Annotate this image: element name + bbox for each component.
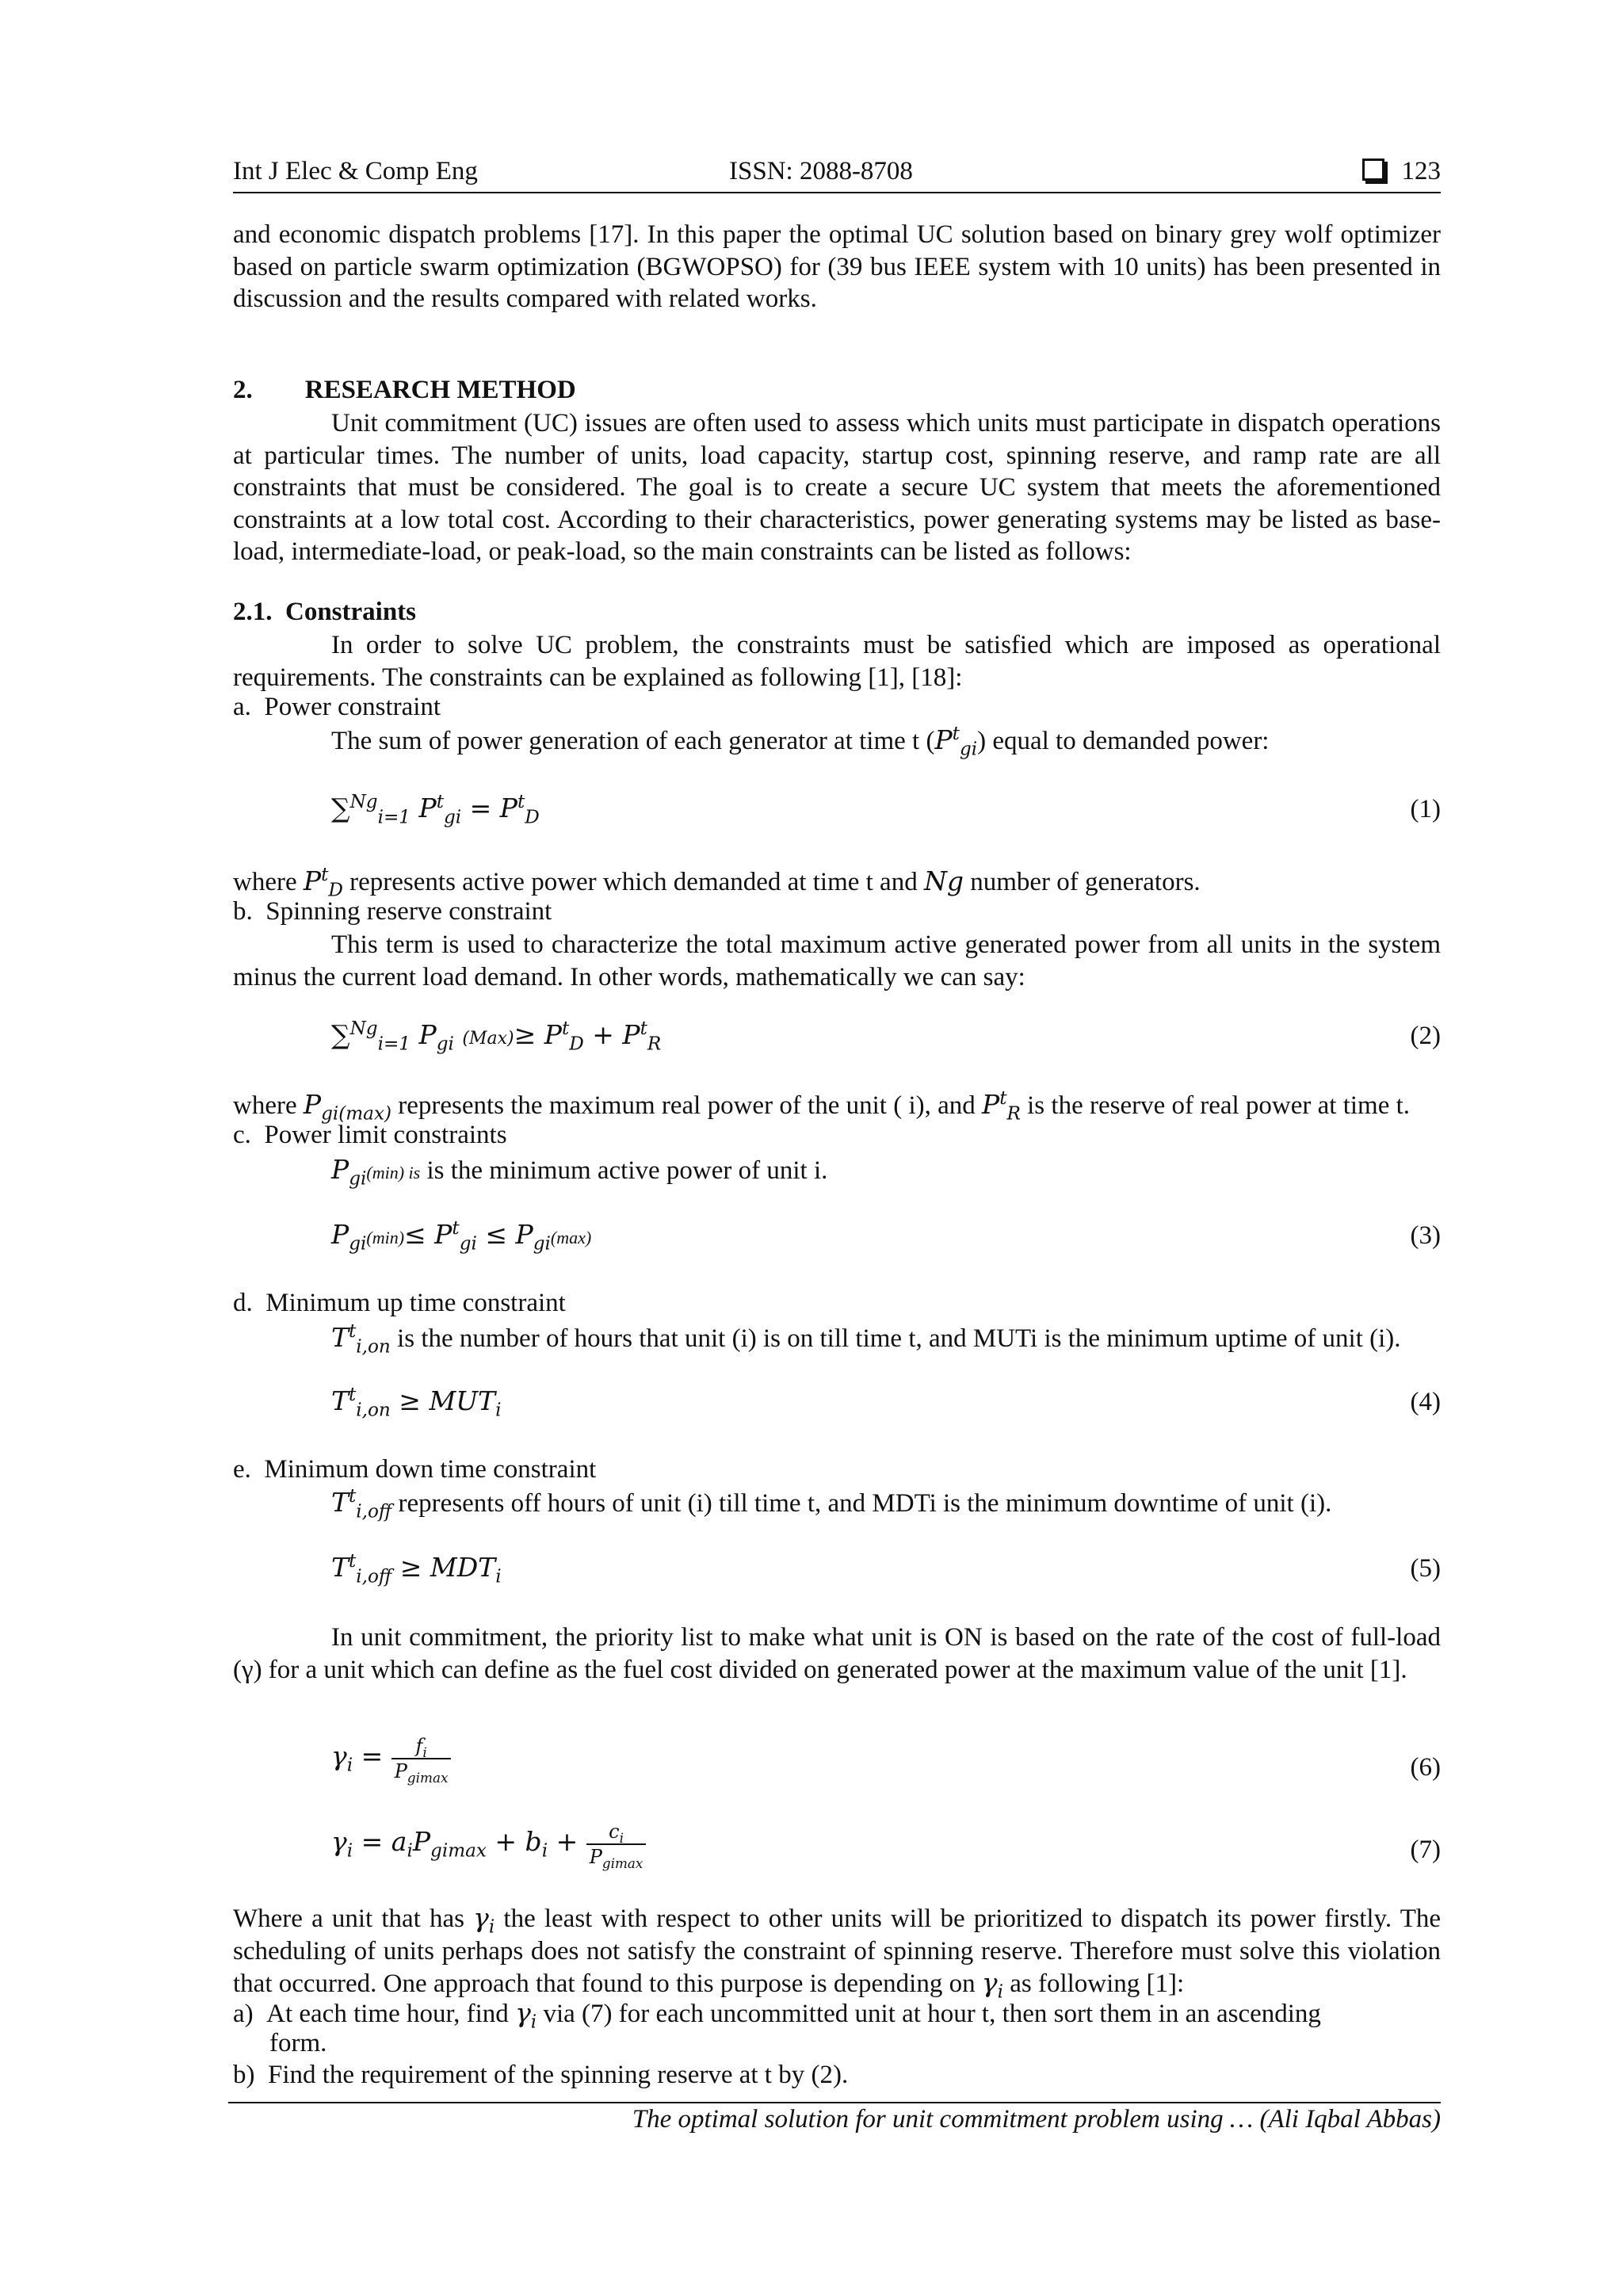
priority-paragraph: In unit commitment, the priority list to make what unit is ON is based on the rate of the cost of full-load (γ) for a unit which can define as the fuel cost divided on generated power at the maximum value of the unit [1]. [233,1623,1441,1684]
equation-6: $\gamma_i$ = $\frac{f_i}{P_{gimax}}$ [331,1734,451,1783]
section-2-1-heading: 2.1. Constraints [233,598,417,626]
item-a-text: The sum of power generation of each generator at time t $(P^t_{gi})$ equal to demanded power: [331,724,1270,760]
equation-3-number: (3) [1410,1221,1441,1250]
item-d-label: d. Minimum up time constraint [233,1289,566,1317]
equation-1-number: (1) [1410,795,1441,823]
item-d-text: $T^t_{i,on}$ is the number of hours that unit (i) is on till time t, and MUTi is the minimum uptime of unit (i). [331,1321,1401,1358]
equation-3: $P_{gi}(\min)\le P^t_{gi} \le P_{gi}(\max)$ [331,1218,592,1255]
issn: ISSN: 2088-8708 [729,157,913,185]
equation-4-number: (4) [1410,1388,1441,1416]
intro-paragraph: and economic dispatch problems [17]. In this paper the optimal UC solution based on binary grey wolf optimizer based on particle swarm optimization (BGWOPSO) for (39 bus IEEE system with 10 units) has been presented in discussion and the results compared with related works. [233,220,1441,313]
section-2-1-paragraph: In order to solve UC problem, the constraints must be satisfied which are imposed as operational requirements. The constraints can be explained as following [1], [18]: [233,631,1441,692]
equation-6-number: (6) [1410,1753,1441,1782]
running-header [233,155,1441,193]
equation-1: ∑$^{Ng}_{i=1}$ $P^t_{gi} = P^t_D$ [331,792,540,828]
footer-rule [228,2102,1441,2103]
equation-5-number: (5) [1410,1554,1441,1583]
item-b-text: This term is used to characterize the total maximum active generated power from all units in the system minus the current load demand. In other words, mathematically we can say: [233,930,1441,991]
item-c-label: c. Power limit constraints [233,1121,507,1149]
running-footer: The optimal solution for unit commitment problem using … (Ali Iqbal Abbas) [632,2105,1441,2134]
step-a-continued: form. [269,2029,327,2057]
equation-5: $T^t_{i,off} \ge MDT_i$ [331,1551,502,1587]
journal-name: Int J Elec & Comp Eng [233,157,478,185]
item-c-text: $P_{gi}(\min)$ is is the minimum active power of unit i. [331,1154,828,1190]
section-2-heading: 2. RESEARCH METHOD [233,376,576,404]
priority-explanation-paragraph: Where a unit that has $\gamma_i$ the least with respect to other units will be prioritized to dispatch its power firstly. The scheduling of units perhaps does not satisfy the constraint of spinning reserve. Therefore must solve this violation that occurred. One approach that found to this purpose is depending on $\gamma_i$ as following [1]: [233,1902,1441,2003]
equation-2-number: (2) [1410,1022,1441,1050]
item-e-text: $T^t_{i,off}$ represents off hours of unit (i) till time t, and MDTi is the minimum downtime of unit (i). [331,1486,1332,1522]
where-2: where $P_{gi(max)}$ represents the maximum real power of the unit ( i), and $P^t_R$ is the reserve of real power at time t. [233,1088,1411,1125]
equation-7-number: (7) [1410,1836,1441,1864]
equation-2: ∑$^{Ng}_{i=1}$ $P_{gi}$ $(Max)\ge P^t_D + P^t_R$ [331,1018,662,1055]
equation-4: $T^t_{i,on} \ge MUT_i$ [331,1385,502,1421]
step-a: a) At each time hour, find $\gamma_i$ via (7) for each uncommitted unit at hour t, then sort them in an ascending [233,1997,1321,2033]
step-b: b) Find the requirement of the spinning reserve at t by (2). [233,2061,849,2089]
item-e-label: e. Minimum down time constraint [233,1455,597,1484]
where-1: where $P^t_D$ represents active power which demanded at time t and Ng number of generators. [233,865,1201,901]
item-b-label: b. Spinning reserve constraint [233,897,552,926]
equation-7: $\gamma_i = a_iP_{gimax} + b_i$ + $\frac{c_i}{P_{gimax}}$ [331,1820,646,1869]
item-a-label: a. Power constraint [233,693,441,721]
section-2-paragraph: Unit commitment (UC) issues are often used to assess which units must participate in dispatch operations at particular times. The number of units, load capacity, startup cost, spinning reserve, and ramp rate are all constraints that must be considered. The goal is to create a secure UC system that meets the aforementioned constraints at a low total cost. According to their characteristics, power generating systems may be listed as base-load, intermediate-load, or peak-load, so the main constraints can be listed as follows: [233,409,1441,566]
square-icon [1362,159,1384,181]
page-number: 123 [1401,157,1441,185]
